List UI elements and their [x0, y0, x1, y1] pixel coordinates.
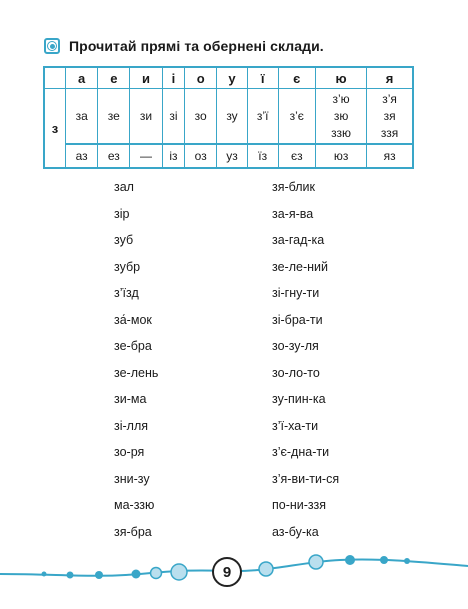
word-column-left	[114, 180, 158, 551]
direct-cell: з’є	[278, 89, 316, 145]
word: з’я-ви-ти-ся	[272, 471, 340, 486]
task-text: Прочитай прямі та обернені склади.	[69, 38, 324, 54]
vowel-cell: я	[367, 67, 413, 89]
word: зі-бра-ти	[272, 312, 323, 327]
bead	[95, 571, 103, 579]
word: зо-ря	[114, 445, 145, 459]
vowel-cell: и	[130, 67, 162, 89]
bead	[132, 570, 141, 579]
word: за́-мок	[114, 312, 152, 327]
vowel-cell: у	[217, 67, 248, 89]
word: зя-блик	[272, 180, 316, 194]
reverse-cell: ез	[98, 144, 130, 168]
bead	[171, 564, 187, 580]
bead	[404, 558, 410, 564]
reverse-syllables-row	[44, 144, 413, 168]
word: з’є-дна-ти	[272, 445, 330, 459]
reverse-cell: яз	[367, 144, 413, 168]
corner-cell	[44, 67, 66, 89]
vowel-cell: е	[98, 67, 130, 89]
direct-cell: з’я зя ззя	[367, 89, 413, 145]
reverse-cell: із	[162, 144, 184, 168]
word: зе-лень	[114, 365, 159, 380]
word: зі-гну-ти	[272, 286, 320, 300]
word: з’їзд	[114, 286, 139, 300]
bead	[42, 572, 47, 577]
vowel-cell: ю	[316, 67, 367, 89]
vowel-header-row	[44, 67, 413, 89]
direct-cell: зо	[185, 89, 217, 145]
word: зубр	[114, 259, 141, 274]
word: за-я-ва	[272, 206, 314, 221]
vowel-cell: є	[278, 67, 316, 89]
reverse-cell: юз	[316, 144, 367, 168]
reverse-cell: аз	[66, 144, 98, 168]
task-instruction	[44, 38, 324, 54]
direct-cell: за	[66, 89, 98, 145]
direct-cell: зі	[162, 89, 184, 145]
word: зал	[114, 180, 134, 194]
target-icon	[44, 38, 60, 54]
word: зе-ле-ний	[272, 259, 328, 274]
word: зо-зу-ля	[272, 339, 319, 353]
bead	[259, 562, 273, 576]
vowel-cell: ї	[247, 67, 278, 89]
reverse-cell: єз	[278, 144, 316, 168]
reverse-cell: уз	[217, 144, 248, 168]
bead	[345, 555, 355, 565]
direct-cell: зе	[98, 89, 130, 145]
bead	[309, 555, 323, 569]
word: зо-ло-то	[272, 365, 320, 380]
word: зі-лля	[114, 418, 149, 433]
bead	[380, 556, 388, 564]
syllable-table	[43, 66, 414, 169]
bead	[151, 568, 162, 579]
word: зуб	[114, 233, 134, 247]
word: по-ни-ззя	[272, 498, 327, 512]
word: аз-бу-ка	[272, 524, 319, 539]
bead	[67, 572, 74, 579]
vowel-cell: і	[162, 67, 184, 89]
direct-cell: з’ю зю ззю	[316, 89, 367, 145]
word-column-right	[272, 180, 339, 551]
word: за-гад-ка	[272, 233, 325, 247]
consonant-cell: з	[44, 89, 66, 169]
direct-syllables-row	[44, 89, 413, 145]
reverse-cell: оз	[185, 144, 217, 168]
word: зи-ма	[114, 392, 147, 406]
word: зни-зу	[114, 471, 150, 486]
direct-cell: з’ї	[247, 89, 278, 145]
word: з’ї-ха-ти	[272, 418, 319, 433]
direct-cell: зи	[130, 89, 162, 145]
direct-cell: зу	[217, 89, 248, 145]
reverse-cell: —	[130, 144, 162, 168]
word: ма-ззю	[114, 498, 155, 512]
reverse-cell: їз	[247, 144, 278, 168]
word: зя-бра	[114, 524, 152, 539]
word: зе-бра	[114, 339, 152, 353]
page-number: 9	[212, 557, 242, 587]
vowel-cell: о	[185, 67, 217, 89]
word: зір	[114, 206, 130, 221]
vowel-cell: а	[66, 67, 98, 89]
word: зу-пин-ка	[272, 392, 326, 406]
